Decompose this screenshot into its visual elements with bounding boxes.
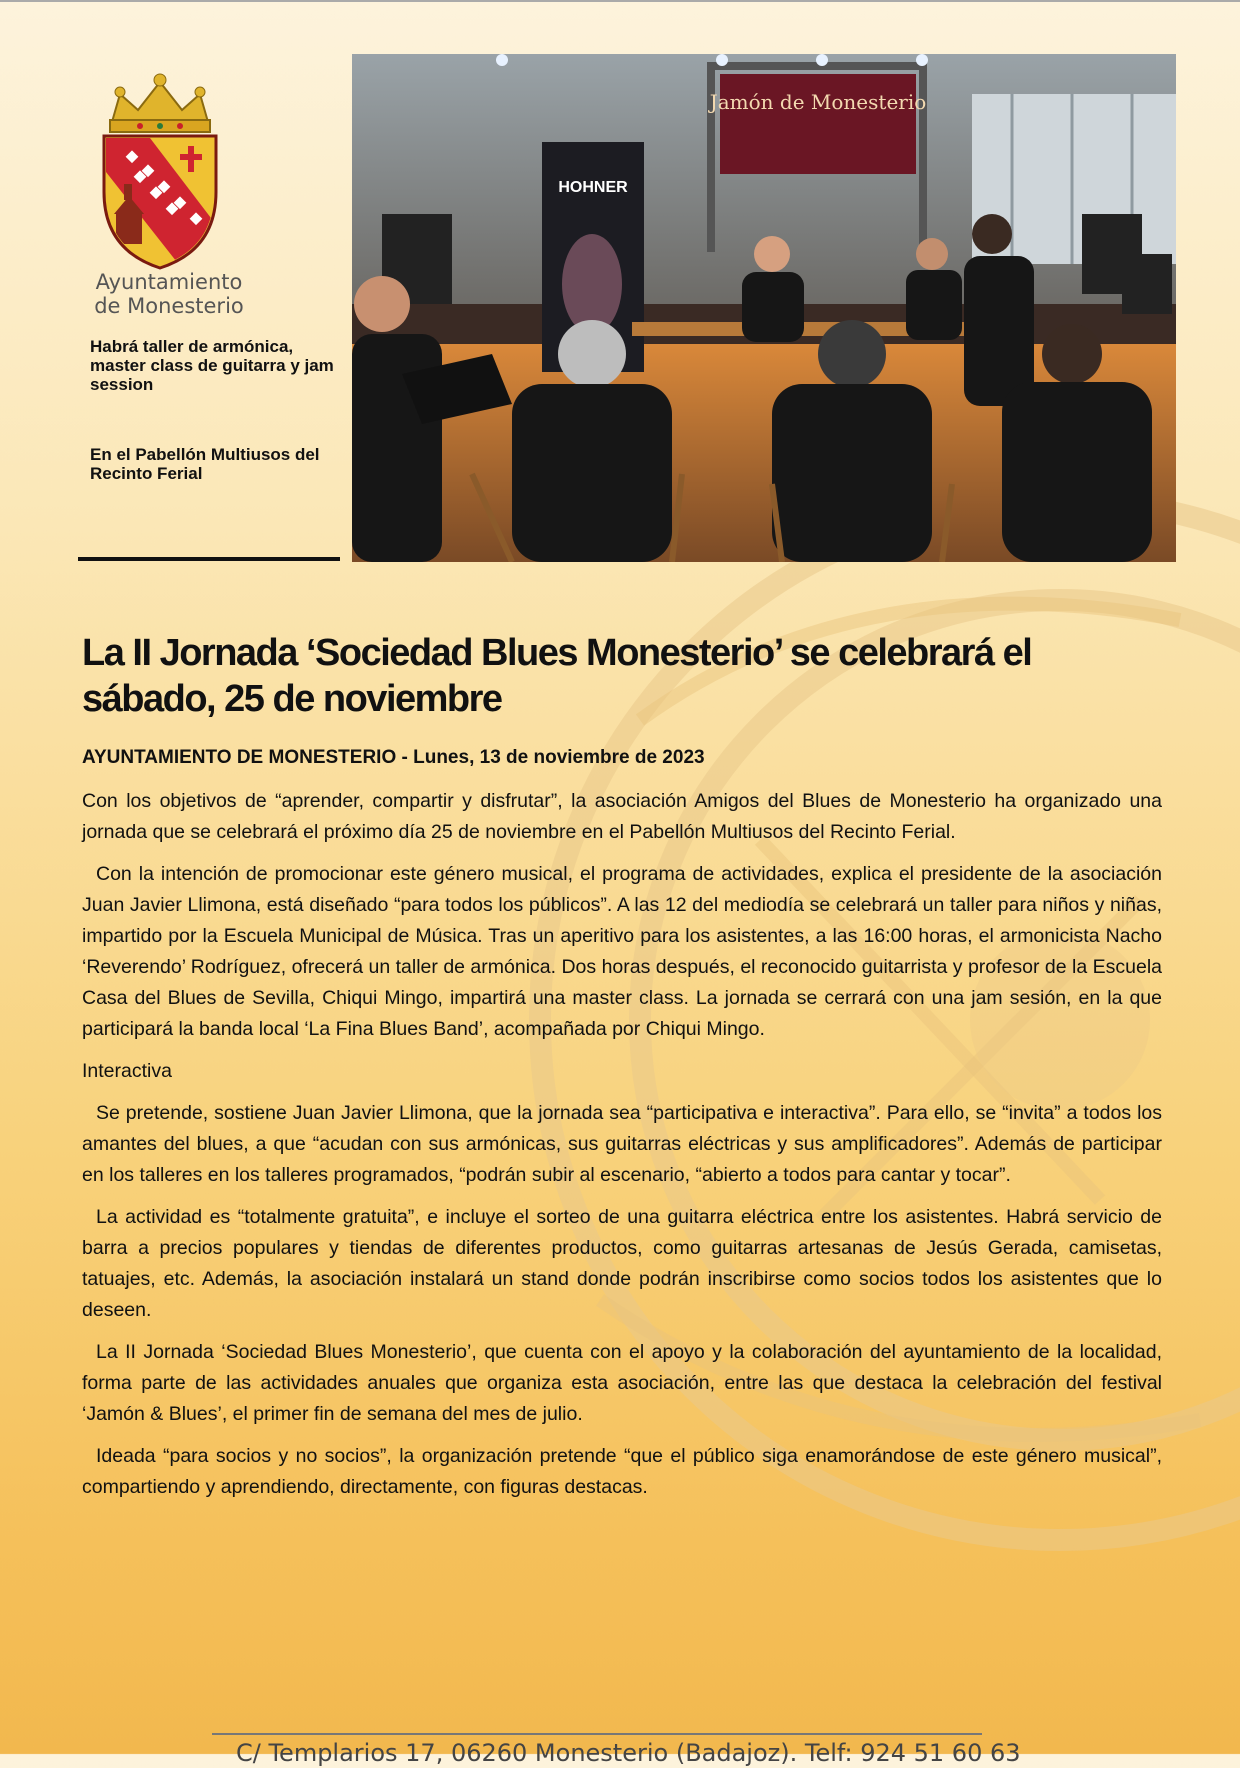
photo-banner-text: Jamón de Monesterio — [709, 90, 927, 114]
article-paragraph-2: Con la intención de promocionar este género musical, el programa de actividades, explica el presidente de la asociación Juan Javier Llimona, está diseñado “para todos los públicos”. A las 12 del mediodía se celebrará un taller para niños y niñas, impartido por la Escuela Municipal de Música. Tras un aperitivo para los asistentes, a las 16:00 horas, el armonicista Nacho ‘Reverendo’ Rodríguez, ofrecerá un taller de armónica. Dos horas después, el reconocido guitarrista y profesor de la Escuela Casa del Blues de Sevilla, Chiqui Mingo, impartirá una master class. La jornada se cerrará con una jam sesión, en la que participará la banda local ‘La Fina Blues Band’, acompañada por Chiqui Mingo. — [82, 863, 1162, 1040]
article-paragraph-4: La actividad es “totalmente gratuita”, e incluye el sorteo de una guitarra eléctrica entre los asistentes. Habrá servicio de barra a precios populares y tiendas de diferentes productos, como guitarras artesanas de Jesús Gerada, camisetas, tatuajes, etc. Además, la asociación instalará un stand donde podrán inscribirse como socios todos los asistentes que lo deseen. — [82, 1206, 1162, 1321]
photo-brand-text: HOHNER — [558, 179, 628, 196]
sidebar-note-venue: En el Pabellón Multiusos del Recinto Ferial — [90, 445, 320, 483]
article-subheading: Interactiva — [82, 1060, 172, 1082]
org-name-line1: Ayuntamiento — [95, 270, 243, 294]
coat-of-arms-icon — [90, 72, 230, 272]
article-paragraph-5: La II Jornada ‘Sociedad Blues Monesterio’, que cuenta con el apoyo y la colaboración del ayuntamiento de la localidad, forma parte de las actividades anuales que organiza esta asociación, entre las que destaca la celebración del festival ‘Jamón & Blues’, el primer fin de semana del mes de julio. — [82, 1341, 1162, 1425]
org-name-line2: de Monesterio — [94, 294, 244, 318]
organization-name — [84, 270, 254, 318]
event-photo — [352, 54, 1176, 562]
article-paragraph-6: Ideada “para socios y no socios”, la organización pretende “que el público siga enamorándose de este género musical”, compartiendo y aprendiendo, directamente, con figuras destacas. — [82, 1445, 1162, 1498]
article-paragraph-3: Se pretende, sostiene Juan Javier Llimona, que la jornada sea “participativa e interactiva”. Para ello, se “invita” a todos los amantes del blues, a que “acudan con sus armónicas, sus guitarras eléctricas y sus amplificadores”. Además de participar en los talleres en los talleres programados, “podrán subir al escenario, “abierto a todos para cantar y tocar”. — [82, 1102, 1162, 1186]
sidebar-divider — [78, 557, 340, 561]
footer-address: C/ Templarios 17, 06260 Monesterio (Badajoz). Telf: 924 51 60 63 — [236, 1739, 1021, 1767]
sidebar-note-workshops: Habrá taller de armónica, master class de guitarra y jam session — [90, 337, 334, 394]
footer-divider — [212, 1733, 982, 1735]
article-body — [82, 786, 1162, 1514]
article-paragraph-1: Con los objetivos de “aprender, compartir y disfrutar”, la asociación Amigos del Blues de Monesterio ha organizado una jornada que se celebrará el próximo día 25 de noviembre en el Pabellón Multiusos del Recinto Ferial. — [82, 790, 1162, 843]
article-byline: AYUNTAMIENTO DE MONESTERIO - Lunes, 13 de noviembre de 2023 — [82, 747, 705, 768]
article-headline: La II Jornada ‘Sociedad Blues Monesterio’ se celebrará el sábado, 25 de noviembre — [82, 632, 1032, 720]
